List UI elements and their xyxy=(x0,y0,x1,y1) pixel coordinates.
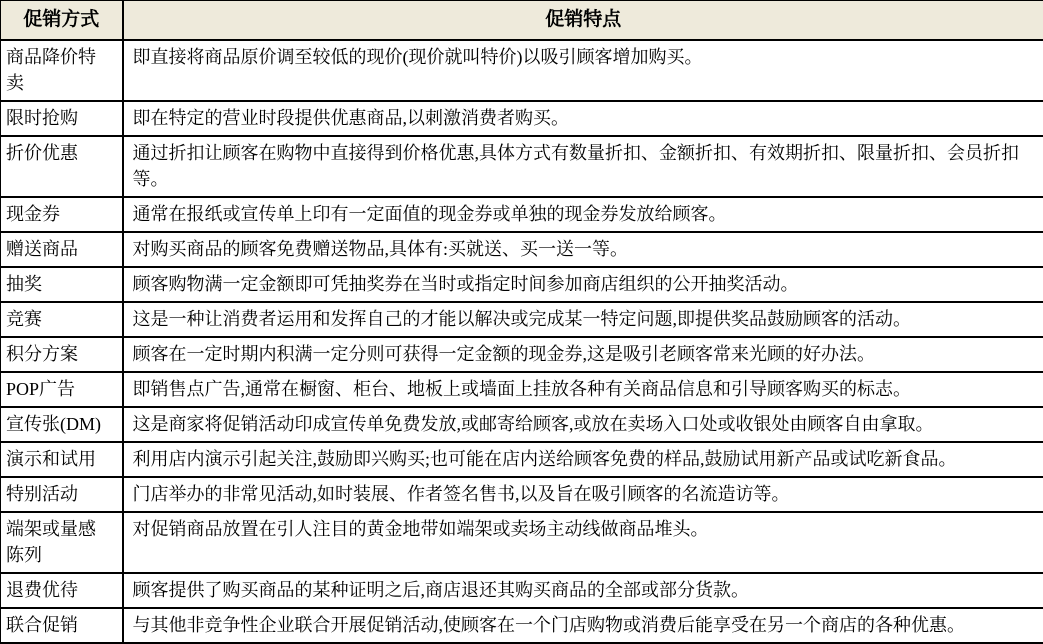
method-cell: 商品降价特卖 xyxy=(1,40,123,101)
table-row xyxy=(1,608,1043,643)
column-header-feature: 促销特点 xyxy=(123,1,1043,41)
feature-cell: 与其他非竞争性企业联合开展促销活动,使顾客在一个门店购物或消费后能享受在另一个商店的各种优惠。 xyxy=(123,608,1043,643)
feature-cell: 即在特定的营业时段提供优惠商品,以刺激消费者购买。 xyxy=(123,101,1043,136)
method-cell: 宣传张(DM) xyxy=(1,407,123,442)
feature-cell: 即直接将商品原价调至较低的现价(现价就叫特价)以吸引顾客增加购买。 xyxy=(123,40,1043,101)
feature-cell: 门店举办的非常见活动,如时装展、作者签名售书,以及旨在吸引顾客的名流造访等。 xyxy=(123,477,1043,512)
table-row xyxy=(1,512,1043,573)
column-header-method: 促销方式 xyxy=(1,1,123,41)
method-cell: 赠送商品 xyxy=(1,232,123,267)
table-row xyxy=(1,302,1043,337)
table-row xyxy=(1,442,1043,477)
feature-cell: 利用店内演示引起关注,鼓励即兴购买;也可能在店内送给顾客免费的样品,鼓励试用新产品或试吃新食品。 xyxy=(123,442,1043,477)
method-cell: 竞赛 xyxy=(1,302,123,337)
method-cell: 折价优惠 xyxy=(1,136,123,197)
feature-cell: 对促销商品放置在引人注目的黄金地带如端架或卖场主动线做商品堆头。 xyxy=(123,512,1043,573)
feature-cell: 这是商家将促销活动印成宣传单免费发放,或邮寄给顾客,或放在卖场入口处或收银处由顾客自由拿取。 xyxy=(123,407,1043,442)
feature-cell: 顾客在一定时期内积满一定分则可获得一定金额的现金券,这是吸引老顾客常来光顾的好办法。 xyxy=(123,337,1043,372)
table-row xyxy=(1,101,1043,136)
header-row xyxy=(1,1,1043,41)
table-row xyxy=(1,232,1043,267)
method-cell: 抽奖 xyxy=(1,267,123,302)
method-cell: 特别活动 xyxy=(1,477,123,512)
method-cell: 积分方案 xyxy=(1,337,123,372)
table-row xyxy=(1,407,1043,442)
method-cell: 端架或量感陈列 xyxy=(1,512,123,573)
feature-cell: 顾客提供了购买商品的某种证明之后,商店退还其购买商品的全部或部分货款。 xyxy=(123,573,1043,608)
feature-cell: 通过折扣让顾客在购物中直接得到价格优惠,具体方式有数量折扣、金额折扣、有效期折扣、限量折扣、会员折扣等。 xyxy=(123,136,1043,197)
table-row xyxy=(1,337,1043,372)
table-row xyxy=(1,372,1043,407)
feature-cell: 通常在报纸或宣传单上印有一定面值的现金券或单独的现金券发放给顾客。 xyxy=(123,197,1043,232)
feature-cell: 即销售点广告,通常在橱窗、柜台、地板上或墙面上挂放各种有关商品信息和引导顾客购买的标志。 xyxy=(123,372,1043,407)
method-cell: POP广告 xyxy=(1,372,123,407)
feature-cell: 对购买商品的顾客免费赠送物品,具体有:买就送、买一送一等。 xyxy=(123,232,1043,267)
method-cell: 现金券 xyxy=(1,197,123,232)
method-cell: 演示和试用 xyxy=(1,442,123,477)
table-row xyxy=(1,477,1043,512)
table-row xyxy=(1,40,1043,101)
method-cell: 联合促销 xyxy=(1,608,123,643)
table-row xyxy=(1,197,1043,232)
table-row xyxy=(1,573,1043,608)
table-row xyxy=(1,136,1043,197)
feature-cell: 顾客购物满一定金额即可凭抽奖券在当时或指定时间参加商店组织的公开抽奖活动。 xyxy=(123,267,1043,302)
method-cell: 限时抢购 xyxy=(1,101,123,136)
method-cell: 退费优待 xyxy=(1,573,123,608)
table-row xyxy=(1,267,1043,302)
feature-cell: 这是一种让消费者运用和发挥自己的才能以解决或完成某一特定问题,即提供奖品鼓励顾客的活动。 xyxy=(123,302,1043,337)
